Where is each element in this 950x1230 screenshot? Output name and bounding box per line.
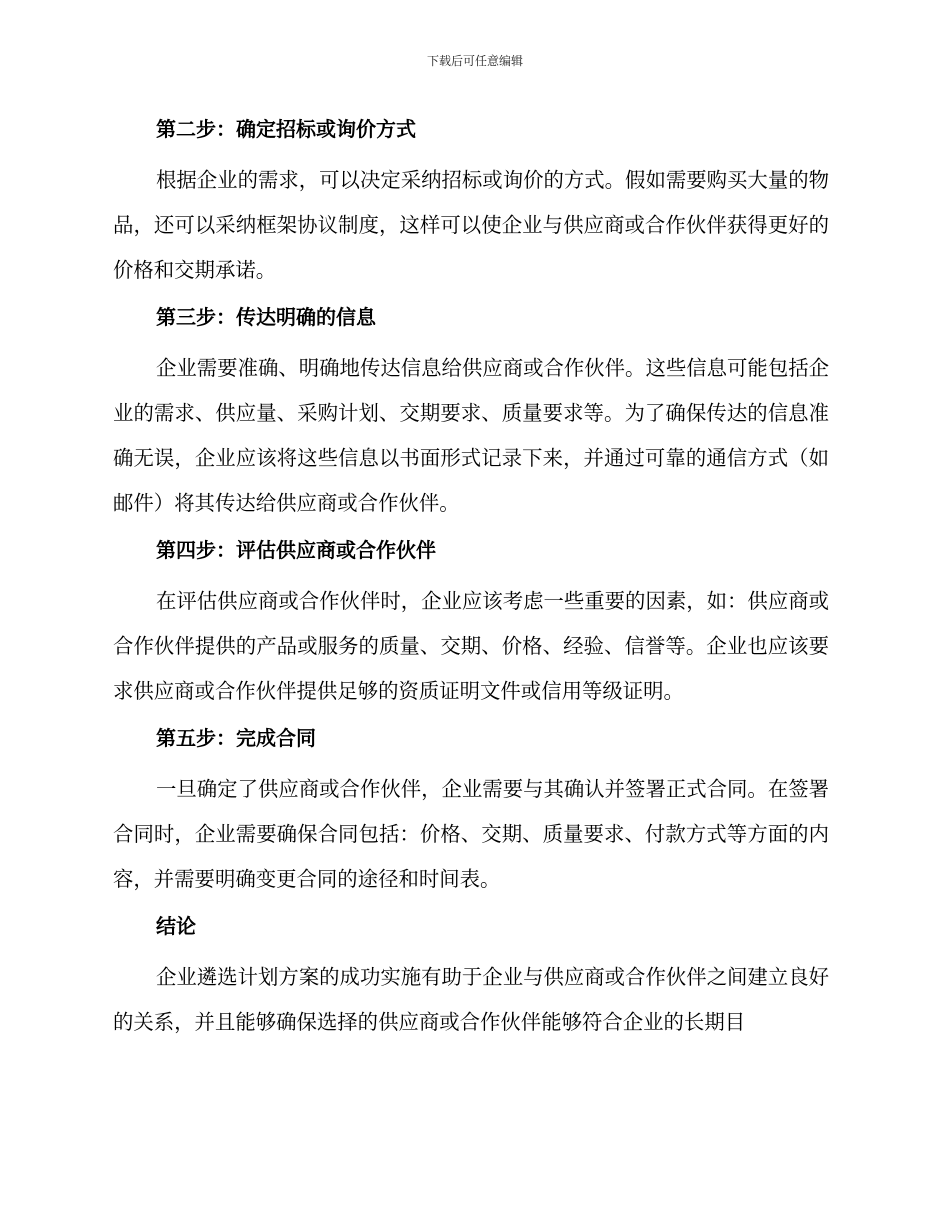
section-heading-step-3: 第三步：传达明确的信息: [156, 305, 376, 329]
section-paragraph-step-3: 企业需要准确、明确地传达信息给供应商或合作伙伴。这些信息可能包括企业的需求、供应量、采购计划、交期要求、质量要求等。为了确保传达的信息准确无误，企业应该将这些信息以书面形式记录下来，并通过可靠的通信方式（如邮件）将其传达给供应商或合作伙伴。: [113, 356, 829, 515]
section-paragraph-conclusion: 企业遴选计划方案的成功实施有助于企业与供应商或合作伙伴之间建立良好的关系，并且能够确保选择的供应商或合作伙伴能够符合企业的长期目: [113, 965, 829, 1034]
section-heading-conclusion: 结论: [156, 914, 196, 938]
section-paragraph-step-5: 一旦确定了供应商或合作伙伴，企业需要与其确认并签署正式合同。在签署合同时，企业需要确保合同包括：价格、交期、质量要求、付款方式等方面的内容，并需要明确变更合同的途径和时间表。: [113, 777, 829, 891]
section-heading-step-5: 第五步：完成合同: [156, 726, 316, 750]
section-paragraph-step-4: 在评估供应商或合作伙伴时，企业应该考虑一些重要的因素，如：供应商或合作伙伴提供的产品或服务的质量、交期、价格、经验、信誉等。企业也应该要求供应商或合作伙伴提供足够的资质证明文件或信用等级证明。: [113, 589, 829, 703]
section-heading-step-4: 第四步：评估供应商或合作伙伴: [156, 538, 436, 562]
document-body: [113, 112, 829, 1045]
section-heading-step-2: 第二步：确定招标或询价方式: [156, 117, 416, 141]
section-paragraph-step-2: 根据企业的需求，可以决定采纳招标或询价的方式。假如需要购买大量的物品，还可以采纳框架协议制度，这样可以使企业与供应商或合作伙伴获得更好的价格和交期承诺。: [113, 168, 829, 282]
page-header: 下载后可任意编辑: [426, 54, 523, 68]
